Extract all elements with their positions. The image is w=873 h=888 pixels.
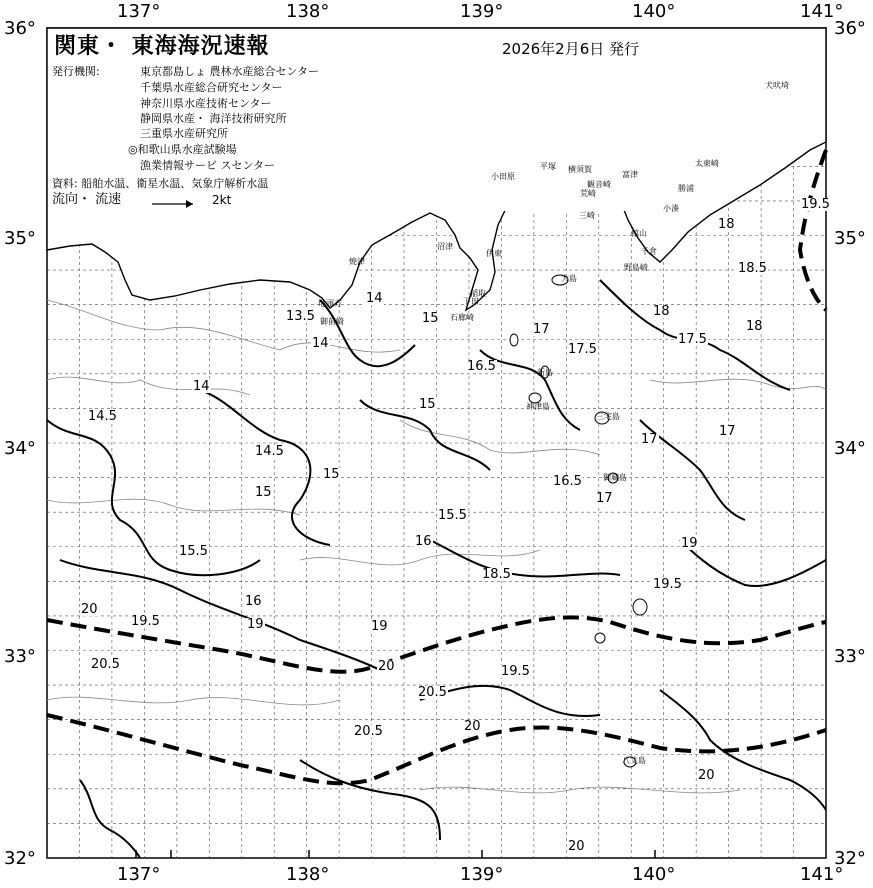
isotherm-label: 17 xyxy=(719,424,736,439)
agency-item: 漁業情報サービ スセンター xyxy=(140,159,276,172)
place-label: 石廊崎 xyxy=(450,313,474,322)
isotherm-label: 17 xyxy=(641,432,658,447)
isotherm-minor xyxy=(47,499,300,515)
isotherm-minor xyxy=(47,697,340,705)
isotherm-label: 19.5 xyxy=(501,664,530,679)
lat-label-left: 36° xyxy=(4,18,36,39)
isotherm-label: 20.5 xyxy=(418,685,447,700)
isotherm-label: 19.5 xyxy=(653,577,682,592)
isotherm-label: 14 xyxy=(366,291,383,306)
isotherm-major xyxy=(80,780,140,858)
isotherm-label: 14.5 xyxy=(255,444,284,459)
isotherm-major xyxy=(430,540,620,576)
lat-label-right: 35° xyxy=(834,228,866,249)
lon-label-bottom: 140° xyxy=(632,864,676,885)
agency-item: 東京都島しょ 農林水産総合センター xyxy=(140,65,320,78)
isotherm-major xyxy=(320,300,415,366)
place-label: 沼津 xyxy=(437,242,453,251)
lon-label-top: 137° xyxy=(117,1,161,22)
agencies-label: 発行機関: xyxy=(52,65,100,78)
lon-label-bottom: 141° xyxy=(800,864,844,885)
isotherm-label: 16 xyxy=(415,534,432,549)
isotherm-major xyxy=(200,390,330,545)
isotherm-label: 20 xyxy=(568,839,585,854)
place-label: 観音崎 xyxy=(587,180,611,189)
place-label: 小田原 xyxy=(491,172,515,181)
place-label: 野島崎 xyxy=(624,263,648,272)
place-label: 伊東 xyxy=(486,249,502,258)
isotherm-major xyxy=(60,560,380,670)
isotherm-label: 20 xyxy=(81,602,98,617)
isotherm-label: 13.5 xyxy=(286,309,315,324)
lat-label-right: 36° xyxy=(834,18,866,39)
isotherm-label: 19.5 xyxy=(801,197,830,212)
isotherm-label: 20 xyxy=(464,719,481,734)
isotherm-label: 14.5 xyxy=(88,409,117,424)
isotherm-label: 15 xyxy=(422,311,439,326)
lat-label-right: 32° xyxy=(834,848,866,869)
isotherm-label: 15.5 xyxy=(438,508,467,523)
lon-label-top: 138° xyxy=(286,1,330,22)
isotherm-minor xyxy=(47,377,250,395)
isotherm-label: 19 xyxy=(371,619,388,634)
place-label: 富津 xyxy=(622,170,638,179)
place-label: 勝浦 xyxy=(678,184,694,193)
isotherm-label: 14 xyxy=(193,379,210,394)
place-label: 稲取 xyxy=(470,289,486,298)
isotherm-label: 15 xyxy=(419,397,436,412)
place-label: 小湊 xyxy=(663,204,679,213)
place-label: 犬吠埼 xyxy=(765,81,789,90)
agency-item: 神奈川県水産技術センター xyxy=(140,97,272,110)
isotherm-label: 19 xyxy=(681,536,698,551)
isotherm-label: 19.5 xyxy=(131,614,160,629)
lat-label-left: 35° xyxy=(4,228,36,249)
place-label: 荒崎 xyxy=(580,189,596,198)
map-title: 関東・ 東海海況速報 xyxy=(54,34,270,59)
lon-label-top: 141° xyxy=(800,1,844,22)
place-label: 大島 xyxy=(561,274,577,283)
isotherm-label: 20.5 xyxy=(354,724,383,739)
place-label: 地頭方 xyxy=(318,299,342,308)
isotherm-label: 15.5 xyxy=(179,544,208,559)
lon-label-bottom: 138° xyxy=(286,864,330,885)
isotherm-label: 14 xyxy=(312,336,329,351)
place-label: 三崎 xyxy=(579,211,595,220)
lon-label-top: 140° xyxy=(632,1,676,22)
isotherm-label: 18.5 xyxy=(738,261,767,276)
place-label: 御蔵島 xyxy=(603,473,627,482)
issue-date: 2026年2月6日 発行 xyxy=(502,40,640,58)
isotherm-label: 17 xyxy=(533,322,550,337)
isotherm-label: 20.5 xyxy=(91,657,120,672)
place-label: 新島 xyxy=(537,368,553,377)
lon-label-top: 139° xyxy=(460,1,504,22)
island xyxy=(633,599,647,615)
agency-item: 三重県水産研究所 xyxy=(140,127,228,140)
lat-label-left: 32° xyxy=(4,848,36,869)
data-sources: 資料: 船舶水温、衛星水温、気象庁解析水温 xyxy=(52,177,269,190)
isotherm-label: 18 xyxy=(653,304,670,319)
place-label: 下田 xyxy=(463,297,479,306)
isotherm-label: 16.5 xyxy=(553,474,582,489)
isotherm-label: 18 xyxy=(718,217,735,232)
lat-label-left: 33° xyxy=(4,646,36,667)
lon-label-bottom: 137° xyxy=(117,864,161,885)
isotherm-label: 17.5 xyxy=(678,332,707,347)
isotherm-label: 20 xyxy=(698,768,715,783)
agency-item: 静岡県水産・ 海洋技術研究所 xyxy=(140,112,287,125)
place-label: 焼津 xyxy=(349,257,365,266)
isotherm-minor xyxy=(300,550,540,565)
lon-label-bottom: 139° xyxy=(460,864,504,885)
isotherm-minor xyxy=(650,379,826,390)
isotherm-label: 15 xyxy=(255,485,272,500)
place-label: 平塚 xyxy=(540,162,556,171)
isotherm-label: 15 xyxy=(323,467,340,482)
place-label: 千倉 xyxy=(641,247,657,256)
place-label: 太東崎 xyxy=(695,159,719,168)
isotherm-label: 19 xyxy=(247,617,264,632)
place-label: 御前崎 xyxy=(320,317,344,326)
isotherm-label: 17.5 xyxy=(568,342,597,357)
island xyxy=(510,334,518,346)
place-label: 八丈島 xyxy=(622,756,646,765)
isotherm-label: 16 xyxy=(245,594,262,609)
isotherm-label: 18.5 xyxy=(482,567,511,582)
agency-item: 千葉県水産総合研究センター xyxy=(140,81,283,94)
lat-label-left: 34° xyxy=(4,438,36,459)
flow-legend-scale: 2kt xyxy=(212,193,232,207)
place-label: 横須賀 xyxy=(568,165,592,174)
isotherm-label: 17 xyxy=(596,491,613,506)
isotherm-major xyxy=(300,760,440,840)
isotherm-minor xyxy=(420,787,740,793)
kuroshio-axis xyxy=(800,150,826,310)
isotherm-label: 20 xyxy=(378,659,395,674)
isotherm-label: 18 xyxy=(746,319,763,334)
place-label: 神津島 xyxy=(526,402,550,411)
isotherm-label: 16.5 xyxy=(467,359,496,374)
flow-legend-label: 流向・ 流速 xyxy=(52,192,122,207)
isotherm-minor xyxy=(400,420,600,455)
island xyxy=(595,633,605,643)
agency-item: ◎和歌山県水産試験場 xyxy=(128,143,237,156)
place-label: 館山 xyxy=(631,229,647,238)
lat-label-right: 34° xyxy=(834,438,866,459)
place-label: 三宅島 xyxy=(596,412,620,421)
lat-label-right: 33° xyxy=(834,646,866,667)
